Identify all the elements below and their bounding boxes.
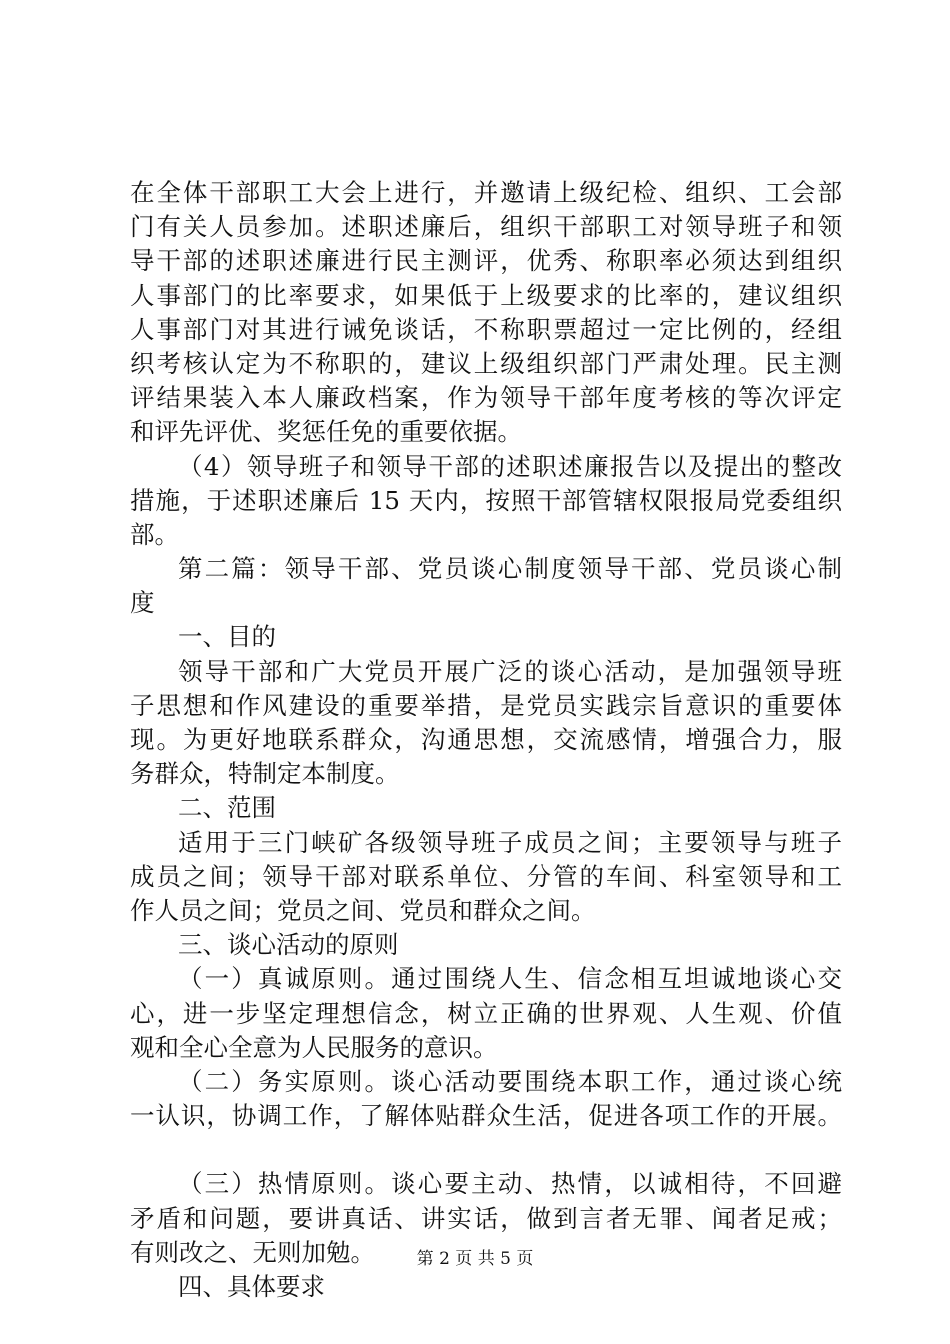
text-line: （4）领导班子和领导干部的述职述廉报告以及提出的整改 [178, 451, 842, 481]
text-line: （二）务实原则。谈心活动要围绕本职工作，通过谈心统 [178, 1066, 842, 1096]
text-line: 织考核认定为不称职的，建议上级组织部门严肃处理。民主测 [130, 348, 842, 378]
text-line: 作人员之间；党员之间、党员和群众之间。 [130, 895, 596, 925]
page-footer: 第 2 页 共 5 页 [416, 1249, 534, 1269]
text-line: 和评先评优、奖惩任免的重要依据。 [130, 417, 522, 447]
text-line: 一、目的 [178, 622, 276, 652]
text-line: 人事部门的比率要求，如果低于上级要求的比率的，建议组织 [130, 280, 842, 310]
text-line: 矛盾和问题，要讲真话、讲实话，做到言者无罪、闻者足戒； [130, 1203, 842, 1233]
text-line: 评结果装入本人廉政档案，作为领导干部年度考核的等次评定 [130, 383, 842, 413]
text-line: 第二篇：领导干部、党员谈心制度领导干部、党员谈心制 [178, 554, 842, 584]
text-line: 适用于三门峡矿各级领导班子成员之间；主要领导与班子 [178, 827, 842, 857]
text-line: 门有关人员参加。述职述廉后，组织干部职工对领导班子和领 [130, 212, 842, 242]
text-line: 成员之间；领导干部对联系单位、分管的车间、科室领导和工 [130, 861, 842, 891]
text-line: 子思想和作风建设的重要举措，是党员实践宗旨意识的重要体 [130, 690, 842, 720]
text-line: 四、具体要求 [178, 1272, 325, 1301]
text-line: 度 [130, 588, 155, 618]
text-line: 务群众，特制定本制度。 [130, 759, 400, 789]
text-line: 导干部的述职述廉进行民主测评，优秀、称职率必须达到组织 [130, 246, 842, 276]
text-line: 措施，于述职述廉后 15 天内，按照干部管辖权限报局党委组织 [130, 485, 842, 515]
text-line: 二、范围 [178, 793, 276, 823]
text-line: 三、谈心活动的原则 [178, 930, 399, 960]
text-line: 观和全心全意为人民服务的意识。 [130, 1032, 498, 1062]
text-line: （一）真诚原则。通过围绕人生、信念相互坦诚地谈心交 [178, 964, 842, 994]
text-line: （三）热情原则。谈心要主动、热情，以诚相待，不回避 [178, 1169, 842, 1199]
text-line: 部。 [130, 519, 179, 549]
text-line: 领导干部和广大党员开展广泛的谈心活动，是加强领导班 [178, 656, 842, 686]
text-line: 心，进一步坚定理想信念，树立正确的世界观、人生观、价值 [130, 998, 842, 1028]
text-line: 现。为更好地联系群众，沟通思想，交流感情，增强合力，服 [130, 725, 842, 754]
text-line: 人事部门对其进行诫免谈话，不称职票超过一定比例的，经组 [130, 314, 842, 344]
blank-line [130, 1133, 842, 1167]
text-line: 有则改之、无则加勉。 [130, 1237, 375, 1267]
text-line: 在全体干部职工大会上进行，并邀请上级纪检、组织、工会部 [130, 178, 842, 207]
text-line: 一认识，协调工作，了解体贴群众生活，促进各项工作的开展。 [130, 1101, 842, 1131]
document-body [130, 176, 842, 1304]
